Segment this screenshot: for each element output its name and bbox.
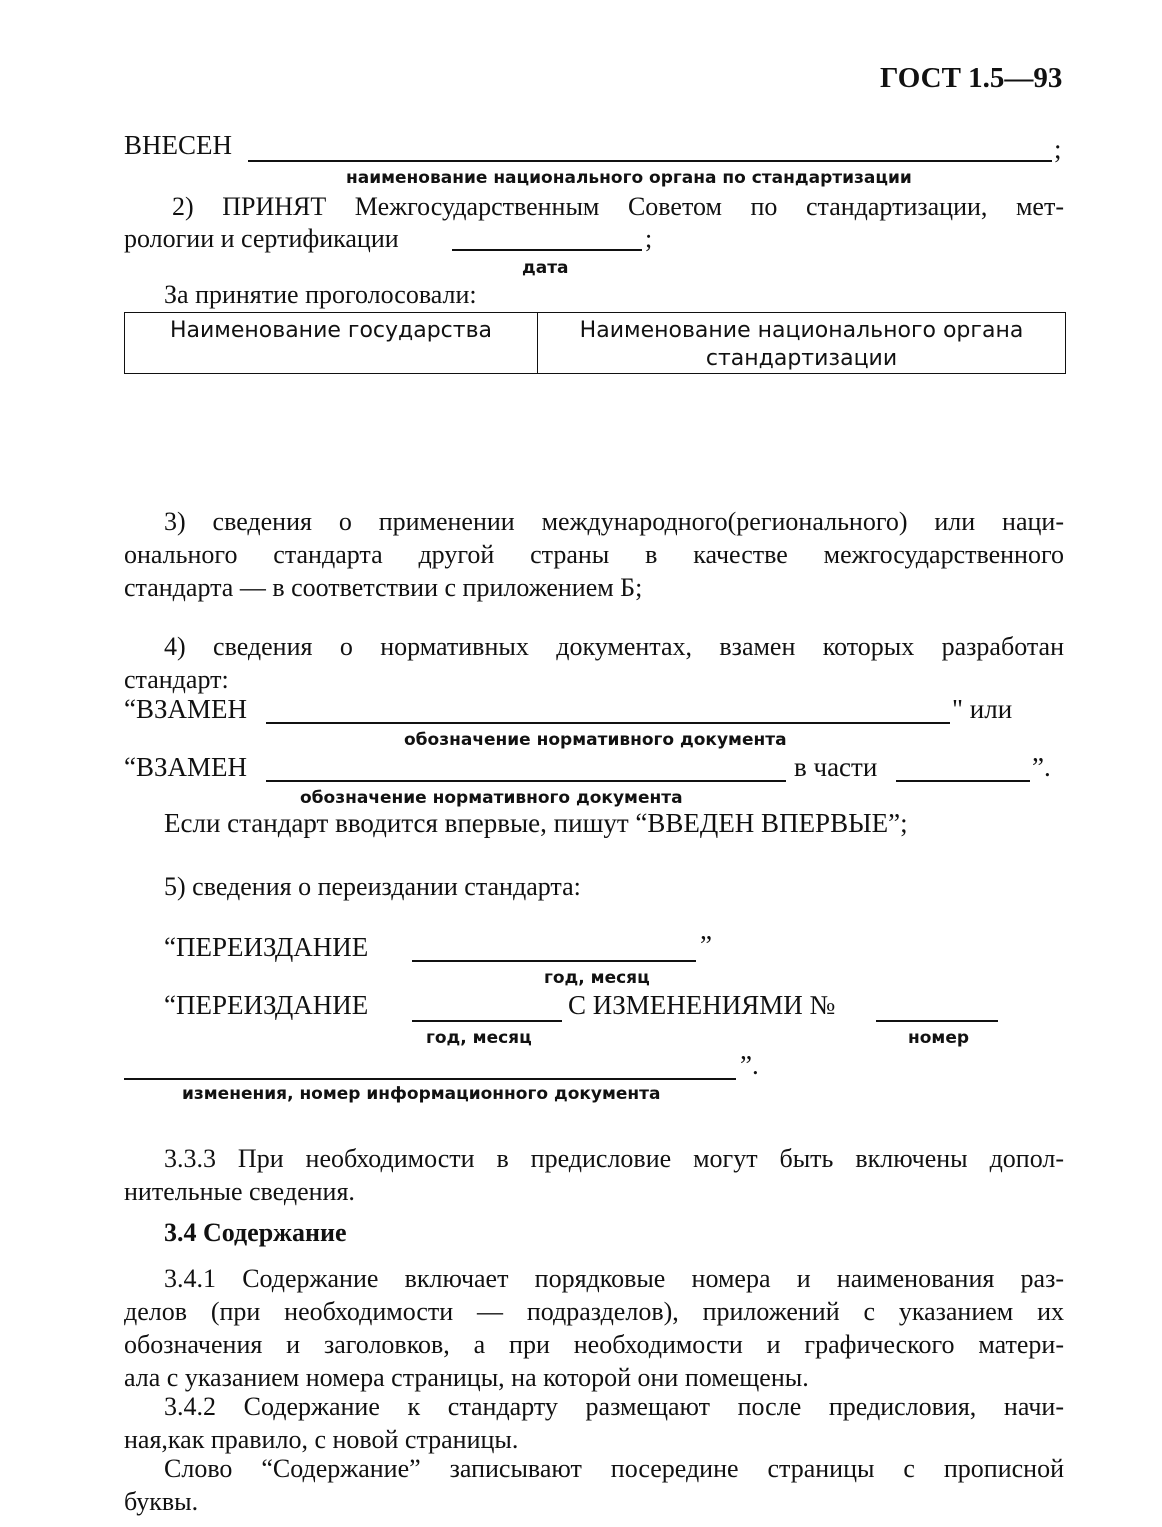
reissue2-label: “ПЕРЕИЗДАНИЕ: [164, 990, 369, 1020]
introduced-caption: наименование национального органа по стандартизации: [346, 168, 912, 188]
item3-paragraph: [124, 505, 1064, 604]
reissue3-caption: изменения, номер информационного документа: [182, 1084, 661, 1104]
document-code: ГОСТ 1.5—93: [880, 62, 1063, 94]
item4-paragraph: [124, 630, 1064, 696]
introduced-end: ;: [1054, 134, 1062, 164]
voting-table: [124, 312, 1066, 374]
p341-line-1: 3.4.1 Содержание включает порядковые номера и наименования раз-: [164, 1264, 1064, 1293]
p333-paragraph: [124, 1142, 1064, 1208]
adopted-date-caption: дата: [522, 258, 569, 278]
replace2-end: ”.: [1032, 752, 1051, 782]
p341-line-2: делов (при необходимости — подразделов), приложений с указанием их: [124, 1297, 1064, 1326]
replace2-caption: обозначение нормативного документа: [300, 788, 683, 808]
reissue2-middle: С ИЗМЕНЕНИЯМИ №: [568, 990, 836, 1020]
p343-line-2: буквы.: [124, 1487, 199, 1516]
p342-line-2: ная,как правило, с новой страницы.: [124, 1425, 519, 1454]
item4-line-2: стандарт:: [124, 665, 229, 694]
reissue3-blank: [124, 1078, 736, 1080]
replace2-blank: [266, 780, 786, 782]
voting-column-state: Наименование государства: [125, 313, 538, 374]
p333-line-1: 3.3.3 При необходимости в предисловие могут быть включены допол-: [164, 1144, 1064, 1173]
replace1-end: " или: [952, 694, 1013, 724]
reissue1-blank: [412, 960, 696, 962]
item5-line-1: 5) сведения о переиздании стандарта:: [164, 872, 581, 901]
replace1-caption: обозначение нормативного документа: [404, 730, 787, 750]
introduced-blank: [248, 160, 1052, 162]
reissue3-end: ”.: [740, 1050, 759, 1080]
p341-line-4: ала с указанием номера страницы, на которой они помещены.: [124, 1363, 809, 1392]
p341-line-3: обозначения и заголовков, а при необходимости и графического матери-: [124, 1330, 1064, 1359]
introduced-label: ВНЕСЕН: [124, 130, 232, 160]
reissue2-number-blank: [876, 1020, 998, 1022]
adopted-line-1: 2) ПРИНЯТ Межгосударственным Советом по стандартизации, мет-: [172, 192, 1064, 221]
item3-line-3: стандарта — в соответствии с приложением Б;: [124, 573, 643, 602]
adopted-line-2: рологии и сертификации: [124, 224, 399, 253]
reissue2-date-blank: [412, 1020, 562, 1022]
reissue1-caption: год, месяц: [544, 968, 650, 988]
replace2-part-blank: [896, 780, 1030, 782]
replace1-label: “ВЗАМЕН: [124, 694, 248, 724]
replace1-blank: [266, 722, 950, 724]
p342-line-1: 3.4.2 Содержание к стандарту размещают после предисловия, начи-: [164, 1392, 1064, 1421]
p343-paragraph: [124, 1452, 1064, 1518]
voting-label: За принятие проголосовали:: [164, 280, 477, 309]
replace2-middle: в части: [794, 752, 878, 782]
reissue2-date-caption: год, месяц: [426, 1028, 532, 1048]
p333-line-2: нительные сведения.: [124, 1177, 355, 1206]
replace2-label: “ВЗАМЕН: [124, 752, 248, 782]
p343-line-1: Слово “Содержание” записывают посередине страницы с прописной: [164, 1454, 1064, 1483]
item3-line-1: 3) сведения о применении международного(регионального) или наци-: [164, 507, 1064, 536]
first-time-note: Если стандарт вводится впервые, пишут “ВВЕДЕН ВПЕРВЫЕ”;: [164, 808, 908, 838]
reissue1-end: ”: [700, 930, 712, 960]
item4-line-1: 4) сведения о нормативных документах, взамен которых разработан: [164, 632, 1064, 661]
adopted-end: ;: [645, 224, 653, 253]
adopted-date-blank: [452, 249, 642, 251]
p341-paragraph: [124, 1262, 1064, 1394]
section-3-4-title: 3.4 Содержание: [164, 1218, 347, 1247]
reissue1-label: “ПЕРЕИЗДАНИЕ: [164, 932, 369, 962]
voting-column-body: Наименование национального органа стандартизации: [538, 313, 1066, 374]
item3-line-2: онального стандарта другой страны в качестве межгосударственного: [124, 540, 1064, 569]
p342-paragraph: [124, 1390, 1064, 1456]
reissue2-number-caption: номер: [908, 1028, 970, 1048]
